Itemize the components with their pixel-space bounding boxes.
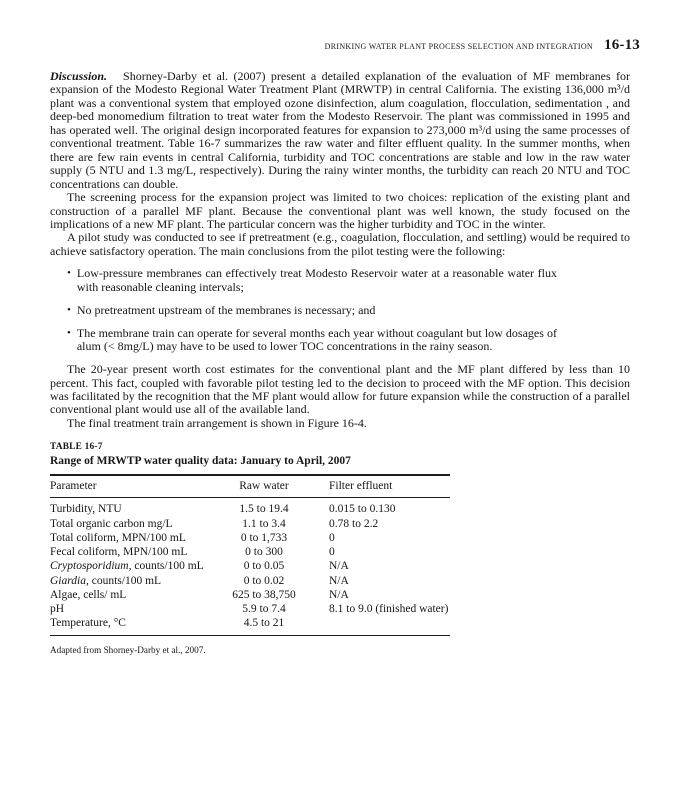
filter-effluent-cell: 0 xyxy=(329,531,335,544)
list-item-text: No pretreatment upstream of the membranes is necessary; and xyxy=(76,302,376,317)
parameter-cell: Turbidity, NTU xyxy=(50,503,122,516)
table-caption: Range of MRWTP water quality data: January to April, 2007 xyxy=(50,455,351,468)
column-header-raw-water: Raw water xyxy=(213,475,315,498)
parameter-cell: Algae, cells/ mL xyxy=(50,588,127,601)
list-item xyxy=(67,327,557,354)
page-header xyxy=(325,37,640,54)
parameter-cell: Total organic carbon mg/L xyxy=(50,517,173,530)
bullet-icon: • xyxy=(67,326,71,339)
table-row xyxy=(50,545,450,559)
pilot-conclusions-list xyxy=(67,267,557,353)
parameter-cell: Fecal coliform, MPN/100 mL xyxy=(50,546,188,559)
raw-water-cell: 0 to 1,733 xyxy=(240,531,288,544)
column-header-filter-effluent: Filter effluent xyxy=(315,475,450,498)
table-footnote: Adapted from Shorney-Darby et al., 2007. xyxy=(50,644,206,655)
table-row xyxy=(50,574,450,588)
table-header-row xyxy=(50,475,450,498)
paragraph-cost: The 20-year present worth cost estimates for the conventional plant and the MF plant differed by less than 10 percent. This fact, coupled with favorable pilot testing led to the decision to proceed with the MF option. This decision was facilitated by the recognition that the MF plant would allow for future expansion while the construction of a parallel conventional plant would use all of the available land. xyxy=(50,362,630,417)
filter-effluent-cell: N/A xyxy=(329,588,349,601)
paragraph-screening: The screening process for the expansion project was limited to two choices: replication of the existing plant and construction of a parallel MF plant. Because the conventional plant was well known, the study focused on the implications of a new MF plant. The particular concern was the higher turbidity and TOC in the winter. xyxy=(50,190,630,231)
raw-water-cell: 0 to 300 xyxy=(245,546,283,559)
raw-water-cell: 5.9 to 7.4 xyxy=(242,603,286,616)
filter-effluent-cell: N/A xyxy=(329,574,349,587)
parameter-cell: Temperature, °C xyxy=(50,616,213,635)
discussion-text: Shorney-Darby et al. (2007) present a detailed explanation of the evaluation of MF membranes for expansion of the Modesto Regional Water Treatment Plant (MRWTP) in central California. The existing 136,000 m³/d plant was a conventional system that employed ozone disinfection, alum coagulation, flocculation, sedimentation , and deep-bed monomedium filtration to treat water from the Modesto Reservoir. The plant was commissioned in 1995 and has operated well. The original design incorporated features for expansion to 273,000 m³/d using the same processes of conventional treatment. Table 16-7 summarizes the raw water and filter effluent quality. In the summer months, when there are few rain events in central California, turbidity and TOC concentrations are stable and low in the raw water supply (5 NTU and 1.3 mg/L, respectively). During the rainy winter months, the turbidity can reach 20 NTU and TOC concentrations can double. xyxy=(50,69,630,191)
paragraph-pilot-study: A pilot study was conducted to see if pretreatment (e.g., coagulation, flocculation, and settling) would be required to achieve satisfactory operation. The main conclusions from the pilot testing were the following: xyxy=(50,230,630,258)
table-label: TABLE 16-7 xyxy=(50,442,103,453)
list-item-text: The membrane train can operate for several months each year without coagulant but low dosages of alum (< 8mg/L) may have to be used to lower TOC concentrations in the rainy season. xyxy=(76,325,557,354)
paragraph-discussion xyxy=(50,70,630,191)
filter-effluent-cell: 0.015 to 0.130 xyxy=(329,503,396,516)
filter-effluent-cell: 8.1 to 9.0 (finished water) xyxy=(329,603,449,616)
parameter-cell: Giardia, counts/100 mL xyxy=(50,574,162,587)
table-row xyxy=(50,588,450,602)
list-item-text: Low-pressure membranes can effectively treat Modesto Reservoir water at a reasonable water flux with reasonable cleaning intervals; xyxy=(76,266,557,294)
filter-effluent-cell: 0.78 to 2.2 xyxy=(329,517,379,530)
parameter-cell: Total coliform, MPN/100 mL xyxy=(50,531,186,544)
page-body xyxy=(50,70,630,430)
filter-effluent-cell: N/A xyxy=(329,560,349,573)
raw-water-cell: 0 to 0.05 xyxy=(243,560,285,573)
water-quality-table xyxy=(50,474,450,635)
raw-water-cell: 1.1 to 3.4 xyxy=(242,517,286,530)
table-row xyxy=(50,602,450,616)
paragraph-final-train: The final treatment train arrangement is shown in Figure 16-4. xyxy=(67,415,367,430)
table-row xyxy=(50,517,450,531)
bullet-icon: • xyxy=(67,303,71,316)
bullet-icon: • xyxy=(67,267,71,280)
table-row xyxy=(50,498,450,517)
table-row xyxy=(50,531,450,545)
list-item xyxy=(67,267,557,294)
parameter-cell: pH xyxy=(50,603,65,616)
table-16-7-section xyxy=(50,442,450,654)
table-row xyxy=(50,616,450,635)
raw-water-cell: 0 to 0.02 xyxy=(243,574,285,587)
discussion-heading: Discussion. xyxy=(50,69,108,83)
column-header-parameter: Parameter xyxy=(50,475,213,498)
filter-effluent-cell xyxy=(315,616,450,635)
list-item xyxy=(67,304,557,317)
running-head-title: DRINKING WATER PLANT PROCESS SELECTION AND INTEGRATION xyxy=(324,42,593,51)
filter-effluent-cell: 0 xyxy=(329,546,335,559)
raw-water-cell: 625 to 38,750 xyxy=(232,588,296,601)
table-row xyxy=(50,559,450,573)
parameter-cell: Cryptosporidium, counts/100 mL xyxy=(50,560,204,573)
raw-water-cell: 4.5 to 21 xyxy=(213,616,315,635)
page-number: 16-13 xyxy=(604,37,640,53)
raw-water-cell: 1.5 to 19.4 xyxy=(239,503,289,516)
